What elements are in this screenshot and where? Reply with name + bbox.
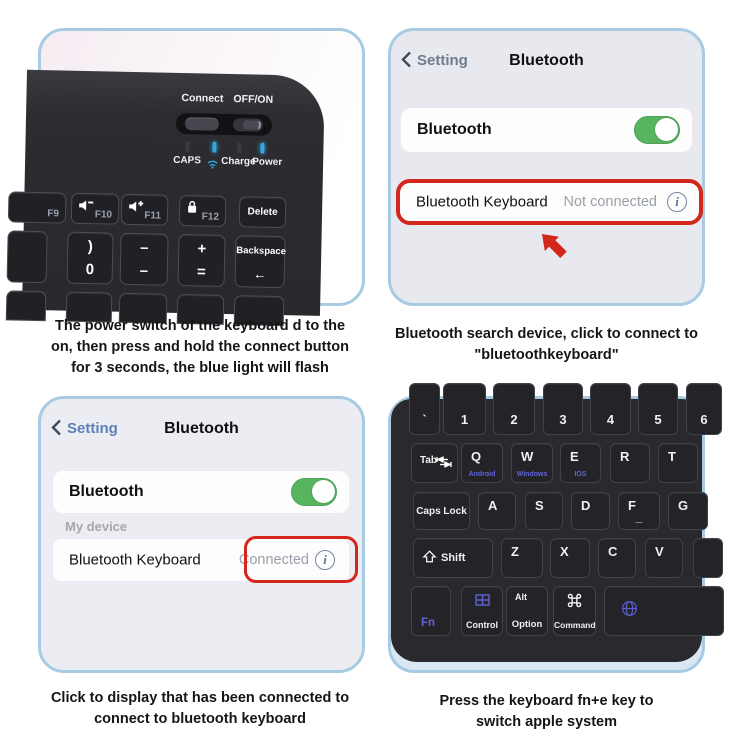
back-button[interactable]: Setting: [417, 52, 468, 69]
command-icon: [554, 593, 595, 613]
key-minus: – –: [120, 233, 169, 286]
volume-up-icon: [128, 199, 144, 217]
key-e: E IOS: [560, 443, 601, 483]
key-q: Q Android: [461, 443, 503, 483]
page-title: Bluetooth: [509, 52, 584, 69]
key-6: 6: [686, 383, 722, 435]
key-z: Z: [501, 538, 543, 578]
switch-recess: [176, 113, 272, 136]
key-f: F _: [618, 492, 660, 530]
key-c: C: [598, 538, 636, 578]
key-f12: F12: [179, 195, 227, 227]
step4-caption: Press the keyboard fn+e key to switch apple system: [439, 693, 654, 730]
key-f11: F11: [121, 194, 169, 226]
step4-panel-keyboard-closeup: [388, 396, 708, 673]
key-5: 5: [638, 383, 678, 435]
step2-panel-settings: [388, 28, 705, 306]
lock-icon: [186, 200, 198, 218]
key-a: A: [478, 492, 516, 530]
bluetooth-toggle[interactable]: [291, 478, 337, 506]
key-x: X: [550, 538, 590, 578]
charge-led: [237, 142, 241, 153]
power-switch-knob: [243, 120, 261, 129]
pointer-arrow-icon: [530, 222, 578, 270]
power-switch: [233, 118, 263, 132]
key-equals: + =: [178, 234, 226, 287]
step3-caption: Click to display that has been connected to connect to bluetooth keyboard: [50, 690, 350, 727]
key-delete: Delete: [239, 196, 287, 228]
back-button[interactable]: Setting: [67, 420, 118, 437]
bluetooth-toggle-row[interactable]: Bluetooth: [401, 108, 692, 152]
globe-icon: [621, 600, 638, 622]
backspace-arrow-icon: ←: [253, 266, 267, 282]
power-led-label: Power: [252, 156, 283, 169]
key-s: S: [525, 492, 563, 530]
charge-led-label: Charge: [221, 155, 256, 168]
device-row[interactable]: Bluetooth Keyboard: [416, 193, 548, 211]
connect-label: Connect: [181, 91, 224, 105]
info-icon[interactable]: i: [667, 192, 687, 212]
bluetooth-toggle-row[interactable]: Bluetooth: [53, 471, 349, 513]
key-tab: Tab: [411, 443, 458, 483]
wireless-icon: [206, 156, 219, 174]
highlight-red-box: [396, 179, 703, 225]
keyboard-photo: [391, 399, 708, 662]
keyboard-photo: [22, 70, 325, 316]
key-partial-left: [7, 230, 48, 283]
key-r: R: [610, 443, 650, 483]
key-g: G: [668, 492, 708, 530]
power-led: [260, 143, 264, 154]
key-b-partial: [693, 538, 723, 578]
step1-caption: The power switch of the keyboard d to the on, then press and hold the connect button for 3 seconds, the blue light will flash: [50, 318, 350, 376]
key-t: T: [658, 443, 698, 483]
off-on-label: OFF/ON: [233, 93, 274, 106]
windows-icon: [462, 593, 502, 611]
page-title: Bluetooth: [164, 420, 239, 437]
bluetooth-toggle[interactable]: [634, 116, 680, 144]
key-2: 2: [493, 383, 535, 435]
key-command: Command: [553, 586, 596, 636]
key-space: [604, 586, 724, 636]
key-capslock: Caps Lock: [413, 492, 470, 530]
connect-slider: [185, 117, 219, 131]
step3-panel-settings: [38, 396, 365, 673]
step1-panel-keyboard-photo: [38, 28, 365, 306]
key-1: 1: [443, 383, 486, 435]
toggle-knob: [312, 480, 335, 503]
key-f10: F10: [71, 193, 120, 225]
key-w: W Windows: [511, 443, 553, 483]
key-0: ) 0: [67, 232, 114, 285]
pairing-led: [212, 142, 216, 153]
key-d: D: [571, 492, 610, 530]
device-status: Connected: [238, 552, 309, 568]
key-v: V: [645, 538, 683, 578]
key-control: Control: [461, 586, 503, 636]
section-label: My device: [65, 519, 128, 534]
step2-caption: Bluetooth search device, click to connect to "bluetoothkeyboard": [395, 326, 698, 363]
device-row[interactable]: Bluetooth Keyboard Connected i: [53, 539, 349, 581]
toggle-knob: [655, 118, 678, 141]
tab-arrows-icon: [436, 453, 452, 476]
shift-icon: [423, 550, 436, 566]
key-backtick: `: [409, 383, 440, 435]
key-fn: Fn: [411, 586, 451, 636]
key-4: 4: [590, 383, 631, 435]
caps-led-label: CAPS: [173, 154, 202, 167]
key-shift: Shift: [413, 538, 493, 578]
key-3: 3: [543, 383, 583, 435]
info-icon[interactable]: i: [315, 550, 335, 570]
caps-led: [185, 141, 189, 152]
device-status: Not connected: [563, 194, 657, 210]
key-backspace: Backspace ←: [235, 235, 286, 288]
key-option: Alt Option: [506, 586, 548, 636]
volume-down-icon: [78, 198, 94, 216]
key-f9: F9: [8, 191, 67, 223]
